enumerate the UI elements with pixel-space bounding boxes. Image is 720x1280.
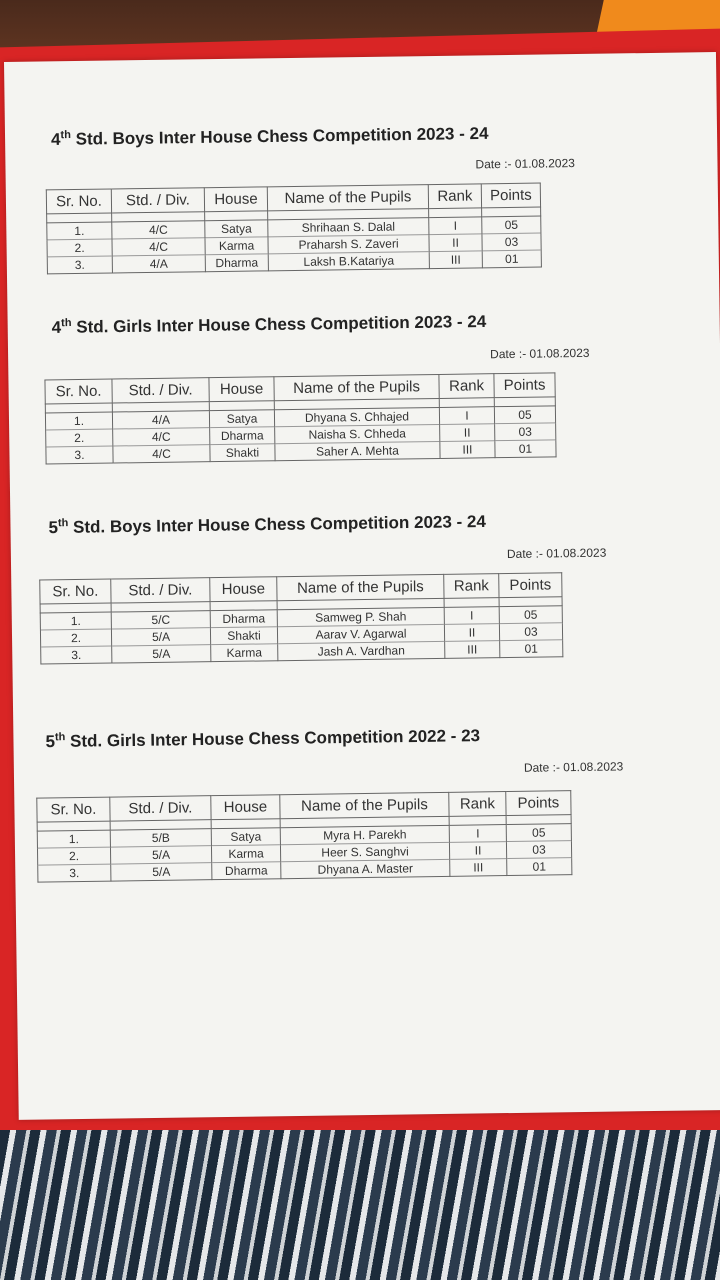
table-row: 2. 4/C Dharma Naisha S. Chheda II 03 xyxy=(46,423,556,447)
table-header-row: Sr. No. Std. / Div. House Name of the Pupils Rank Points xyxy=(37,791,571,822)
results-table xyxy=(39,572,563,664)
table-row: 1. 4/C Satya Shrihaan S. Dalal I 05 xyxy=(47,216,541,240)
table-row: 3. 5/A Dharma Dhyana A. Master III 01 xyxy=(38,858,572,882)
table-row: 3. 4/A Dharma Laksh B.Katariya III 01 xyxy=(47,250,541,274)
section-date: Date :- 01.08.2023 xyxy=(490,345,590,362)
results-table xyxy=(36,790,572,882)
section-title: 5th Std. Boys Inter House Chess Competition 2023 - 24 xyxy=(48,511,487,538)
section-date: Date :- 01.08.2023 xyxy=(506,545,607,562)
striped-cloth xyxy=(0,1130,720,1280)
table-row: 3. 5/A Karma Jash A. Vardhan III 01 xyxy=(41,640,563,664)
table-row: 2. 5/A Karma Heer S. Sanghvi II 03 xyxy=(37,841,571,865)
section-title: 4th Std. Boys Inter House Chess Competition 2023 - 24 xyxy=(50,123,489,150)
table-header-row: Sr. No. Std. / Div. House Name of the Pupils Rank Points xyxy=(45,373,555,404)
table-row: 1. 5/C Dharma Samweg P. Shah I 05 xyxy=(40,606,562,630)
section-title: 4th Std. Girls Inter House Chess Competition 2023 - 24 xyxy=(51,311,487,338)
section-date: Date :- 01.08.2023 xyxy=(475,156,575,172)
section-title: 5th Std. Girls Inter House Chess Competition 2022 - 23 xyxy=(45,726,481,752)
results-sheet xyxy=(4,52,720,1120)
table-header-row: Sr. No. Std. / Div. House Name of the Pupils Rank Points xyxy=(46,183,540,214)
table-row: 1. 5/B Satya Myra H. Parekh I 05 xyxy=(37,824,571,848)
table-row: 2. 5/A Shakti Aarav V. Agarwal II 03 xyxy=(40,623,562,647)
results-table xyxy=(44,372,556,464)
results-table xyxy=(46,183,542,275)
section-date: Date :- 01.08.2023 xyxy=(523,759,624,775)
table-row: 2. 4/C Karma Praharsh S. Zaveri II 03 xyxy=(47,233,541,257)
table-row: 1. 4/A Satya Dhyana S. Chhajed I 05 xyxy=(45,406,555,430)
table-header-row: Sr. No. Std. / Div. House Name of the Pupils Rank Points xyxy=(40,573,562,604)
table-row: 3. 4/C Shakti Saher A. Mehta III 01 xyxy=(46,440,556,464)
